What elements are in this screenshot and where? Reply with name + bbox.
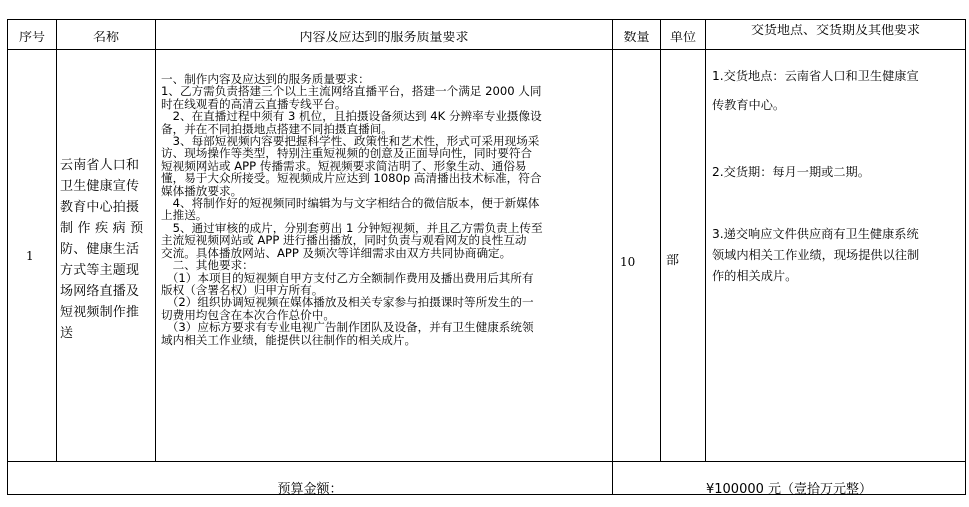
content-line: 域内相关工作业绩，能提供以往制作的相关成片。 bbox=[161, 332, 417, 346]
row-name bbox=[60, 155, 154, 344]
row-name-line: 短视频制作推 bbox=[60, 305, 140, 320]
content-line: 二、其他要求： bbox=[161, 258, 254, 273]
delivery-line: 1.交货地点：云南省人口和卫生健康宣 bbox=[712, 69, 919, 83]
row-name-line: 卫生健康宣传 bbox=[60, 179, 140, 194]
row-name-line: 送 bbox=[60, 326, 74, 341]
content-line: 上推送。 bbox=[161, 208, 208, 223]
content-line: 一、制作内容及应达到的服务质量要求： bbox=[161, 73, 370, 86]
row-name-line: 方式等主题现 bbox=[60, 263, 140, 278]
row-unit: 部 bbox=[666, 254, 680, 268]
delivery-block bbox=[712, 224, 964, 287]
col-divider-2 bbox=[155, 19, 156, 462]
content-line: 交流。具体播放网站、APP 及频次等详细需求由双方共同协商确定。 bbox=[161, 245, 512, 260]
content-line: （1）本项目的短视频自甲方支付乙方全额制作费用及播出费用后其所有 bbox=[161, 270, 534, 285]
row-name-line: 防、健康生活 bbox=[60, 242, 140, 257]
content-line: 时在线观看的高清云直播专线平台。 bbox=[161, 96, 347, 111]
content-line: 1、乙方需负责搭建三个以上主流网络直播平台，搭建一个满足 2000 人同 bbox=[161, 84, 542, 99]
budget-value: ¥100000 元（壹拾万元整） bbox=[705, 482, 873, 497]
row-content bbox=[161, 73, 611, 346]
row-quantity: 10 bbox=[620, 255, 636, 269]
content-line: 5、通过审核的成片，分别套剪出 1 分钟短视频，并且乙方需负责上传至 bbox=[161, 220, 543, 235]
delivery-line: 领域内相关工作业绩，现场提供以往制 bbox=[712, 248, 920, 262]
delivery-line: 3.递交响应文件供应商有卫生健康系统 bbox=[712, 227, 919, 241]
row-name-line: 云南省人口和 bbox=[60, 158, 140, 173]
header-content: 内容及应达到的服务质量要求 bbox=[299, 31, 469, 45]
header-divider bbox=[7, 49, 966, 50]
content-line: 2、在直播过程中须有 3 机位，且拍摄设备须达到 4K 分辨率专业摄像设 bbox=[161, 109, 542, 124]
content-line: （3）应标方要求有专业电视广告制作团队及设备，并有卫生健康系统领 bbox=[161, 320, 534, 335]
row-index: 1 bbox=[26, 249, 34, 263]
content-line: 备，并在不同拍摄地点搭建不同拍摄直播间。 bbox=[161, 121, 393, 136]
footer-divider bbox=[7, 461, 966, 462]
content-line: 切费用均包含在本次合作总价中。 bbox=[161, 307, 335, 322]
table-border-right bbox=[965, 19, 966, 495]
delivery-block bbox=[712, 164, 964, 180]
header-name: 名称 bbox=[92, 31, 119, 45]
content-line: 4、将制作好的短视频同时编辑为与文字相结合的微信版本，便于新媒体 bbox=[161, 196, 540, 211]
delivery-line: 作的相关成片。 bbox=[712, 269, 798, 283]
budget-label: 预算金额： bbox=[277, 482, 343, 497]
row-delivery bbox=[712, 62, 964, 287]
header-index: 序号 bbox=[18, 31, 45, 45]
table-border-left bbox=[7, 19, 8, 495]
content-line: 懂，易于大众所接受。短视频成片应达到 1080p 高清播出技术标准，符合 bbox=[161, 171, 542, 186]
delivery-line: 2.交货期：每月一期或二期。 bbox=[712, 165, 870, 179]
row-name-line: 制 作 疾 病 预 bbox=[60, 221, 144, 236]
col-divider-4 bbox=[660, 19, 661, 462]
row-name-line: 教育中心拍摄 bbox=[60, 200, 140, 215]
col-divider-5 bbox=[705, 19, 706, 462]
content-line: 访、现场操作等类型，特别注重短视频的创意及正面导向性，同时要符合 bbox=[161, 146, 533, 161]
content-line: 媒体播放要求。 bbox=[161, 183, 243, 198]
content-line: 主流短视频网站或 APP 进行播出播放，同时负责与观看网友的良性互动 bbox=[161, 233, 527, 248]
delivery-block bbox=[712, 62, 964, 120]
col-divider-3 bbox=[612, 19, 613, 495]
delivery-line: 传教育中心。 bbox=[712, 98, 786, 112]
header-quantity: 数量 bbox=[623, 31, 650, 45]
header-unit: 单位 bbox=[669, 31, 696, 45]
content-line: 版权（含署名权）归甲方所有。 bbox=[161, 282, 324, 297]
content-line: （2）组织协调短视频在媒体播放及相关专家参与拍摄课时等所发生的一 bbox=[161, 295, 534, 310]
content-line: 短视频网站或 APP 传播需求。短视频要求简洁明了、形象生动、通俗易 bbox=[161, 158, 527, 173]
content-line: 3、每部短视频内容要把握科学性、政策性和艺术性，形式可采用现场采 bbox=[161, 134, 540, 149]
table-border-top bbox=[7, 19, 966, 20]
row-name-line: 场网络直播及 bbox=[60, 284, 140, 299]
header-delivery: 交货地点、交货期及其他要求 bbox=[750, 24, 920, 38]
col-divider-1 bbox=[56, 19, 57, 462]
